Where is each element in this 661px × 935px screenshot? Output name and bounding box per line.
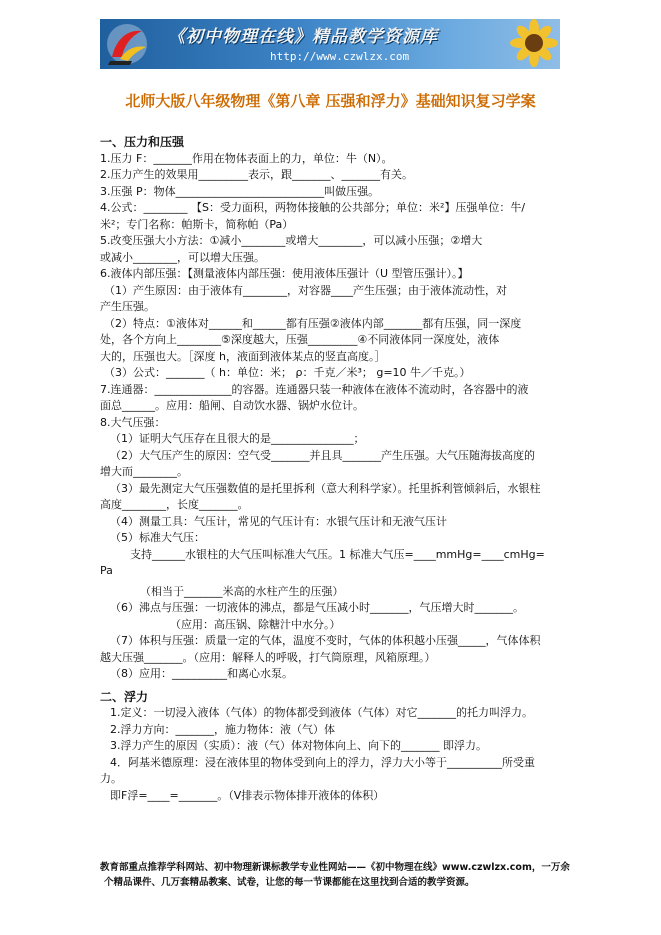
text-line: （8）应用：__________和离心水泵。 [110,667,293,680]
text-line: 处，各个方向上________⑤深度越大，压强_________④不同液体同一深度处，液体 [100,333,500,346]
text-line: （应用：高压锅、除糖汁中水分。） [170,617,341,631]
text-line: 高度________，长度_______。 [100,498,249,511]
document-body [100,134,566,804]
text-line: 越大压强_______。（应用：解释人的呼吸，打气筒原理，风箱原理。） [100,650,436,664]
text-line: （2）大气压产生的原因：空气受_______并且具_______产生压强。大气压随海拔高度的 [110,448,535,462]
text-line: （1）证明大气压存在且很大的是_______________； [110,432,365,445]
text-line: （2）特点：①液体对______和______都有压强②液体内部_______都有压强，同一深度 [104,316,522,330]
text-line: 力。 [100,772,122,785]
text-line: 4．阿基米德原理：浸在液体里的物体受到向上的浮力，浮力大小等于__________所受重 [110,755,535,769]
banner-title: 《初中物理在线》精品教学资源库 [168,27,438,47]
sunflower-icon [498,19,560,69]
text-line: （5）标准大气压： [110,531,205,544]
text-line: 5.改变压强大小方法：①减小________或增大________，可以减小压强；②增大 [100,234,483,247]
site-logo-icon [102,21,152,67]
section-heading: 一、压力和压强 [100,135,185,149]
text-line: 1.定义：一切浸入液体（气体）的物体都受到液体（气体）对它_______的托力叫浮力。 [110,706,533,719]
text-line: （3）公式：_______（ h：单位：米； ρ：千克／米³； g=10 牛／千克。） [104,366,471,379]
text-line: Pa [100,564,113,577]
text-line: 面总______。应用：船闸、自动饮水器、锅炉水位计。 [100,399,364,412]
page-footer [100,860,570,890]
text-line: 3.浮力产生的原因（实质）：液（气）体对物体向上、向下的_______ 即浮力。 [110,739,487,752]
banner-url[interactable]: http://www.czwlzx.com [270,50,410,63]
text-line: （4）测量工具：气压计，常见的气压计有：水银气压计和无液气压计 [110,514,447,528]
text-line: 或减小________，可以增大压强。 [100,250,265,264]
text-line: （相当于_______米高的水柱产生的压强） [140,584,344,598]
text-line: 产生压强。 [100,300,155,313]
text-line: 6.液体内部压强：【测量液体内部压强：使用液体压强计（U 型管压强计）。】 [100,267,469,280]
text-line: 7.连通器：______________的容器。连通器只装一种液体在液体不流动时，各容器中的液 [100,382,529,396]
text-line: 支持______水银柱的大气压叫标准大气压。1 标准大气压=____mmHg=____cmHg= [130,547,545,561]
section-heading: 二、浮力 [100,689,149,704]
document-title: 北师大版八年级物理《第八章 压强和浮力》基础知识复习学案 [125,92,536,110]
text-line: 增大而________。 [100,465,188,478]
text-line: 大的，压强也大。［深度 h，液面到液体某点的竖直高度。］ [100,349,386,363]
footer-line: 个精品课件、几万套精品教案、试卷，让您的每一节课都能在这里找到合适的教学资源。 [104,877,475,888]
text-line: 8.大气压强： [100,415,166,429]
text-line: 3.压强 P：物体___________________________叫做压强。 [100,184,380,198]
text-line: （3）最先测定大气压强数值的是托里拆利（意大利科学家）。托里拆利管倾斜后，水银柱 [110,481,541,495]
text-line: 1.压力 F：_______作用在物体表面上的力，单位：牛（N）。 [100,151,393,165]
text-line: （7）体积与压强：质量一定的气体，温度不变时，气体的体积越小压强_____，气体体积 [110,634,541,647]
text-line: 2.浮力方向：_______，施力物体：液（气）体 [110,722,335,736]
footer-line: 教育部重点推荐学科网站、初中物理新课标教学专业性网站——《初中物理在线》www.czwlzx.com，一万余 [100,862,570,873]
text-line: 即F浮=____=_______。（V排表示物体排开液体的体积） [110,788,385,802]
site-banner [100,19,560,69]
text-line: 4.公式：________ 【S：受力面积，两物体接触的公共部分；单位：米²】压强单位：牛/ [100,201,526,214]
text-line: 2.压力产生的效果用_________表示，跟_______、_______有关。 [100,168,413,181]
text-line: （6）沸点与压强：一切液体的沸点，都是气压减小时_______，气压增大时_______。 [110,601,524,614]
text-line: 米²；专门名称：帕斯卡，简称帕（Pa） [100,217,294,231]
text-line: （1）产生原因：由于液体有________，对容器____产生压强；由于液体流动性，对 [104,283,507,297]
